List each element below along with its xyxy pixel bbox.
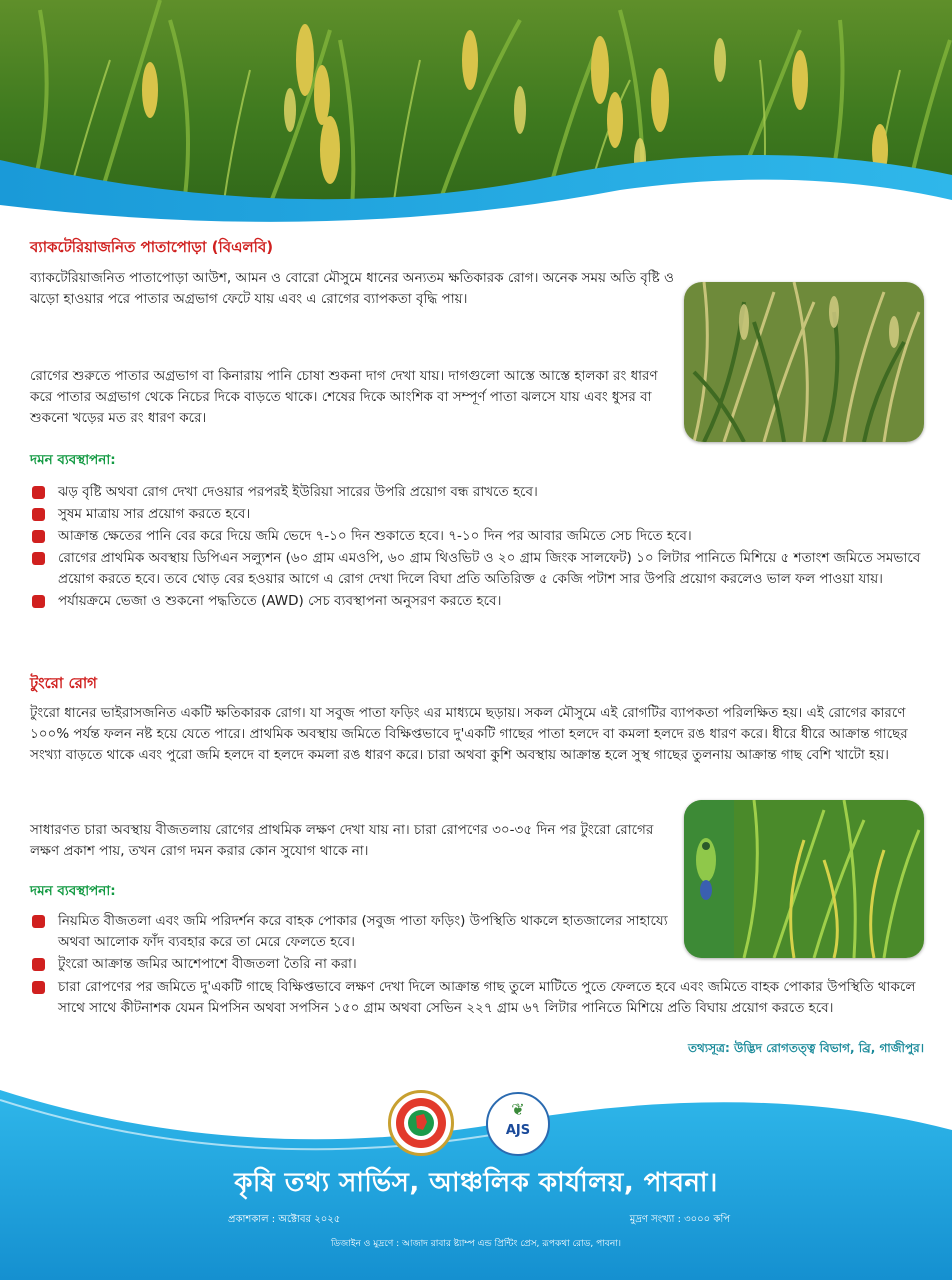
tungro-symptom-paragraph: সাধারণত চারা অবস্থায় বীজতলায় রোগের প্রাথমিক লক্ষণ দেখা যায় না। চারা রোপণের ৩০-৩৫ দিন পর টুংরো রোগের লক্ষণ প্রকাশ পায়, তখন রোগ দমন করার কোন সুযোগ থাকে না। [30,822,654,859]
bullet-icon [32,981,45,994]
blb-section-title: ব্যাকটেরিয়াজনিত পাতাপোড়া (বিএলবি) [30,238,274,256]
bullet-icon [32,958,45,971]
bullet-icon [32,595,45,608]
source-citation: তথ্যসূত্র: উদ্ভিদ রোগতত্ত্ব বিভাগ, ব্রি, গাজীপুর। [688,1041,924,1055]
list-item: আক্রান্ত ক্ষেতের পানি বের করে দিয়ে জমি ভেদে ৭-১০ দিন শুকাতে হবে। ৭-১০ দিন পর আবার জমিতে সেচ দিতে হবে। [30,526,925,547]
grain-icon: ❦ [511,1100,525,1119]
rice-field-illustration [0,0,952,230]
office-name: কৃষি তথ্য সার্ভিস, আঞ্চলিক কার্যালয়, পাবনা। [234,1168,718,1198]
blb-disease-photo [684,282,924,442]
header-banner [0,0,952,230]
tungro-control-title: দমন ব্যবস্থাপনা: [30,883,116,899]
tungro-control-list-continued [30,977,925,1020]
blb-symptom-paragraph: রোগের শুরুতে পাতার অগ্রভাগ বা কিনারায় পানি চোষা শুকনা দাগ দেখা যায়। দাগগুলো আস্তে আস্তে হালকা রং ধারণ করে পাতার অগ্রভাগ থেকে নিচের দিকে বাড়তে থাকে। শেষের দিকে আংশিক বা সম্পূর্ণ পাতা ঝলসে যায় এবং ধুসর বা শুকনো খড়ের মত রং ধারণ করে। [30,368,658,426]
tungro-rice-image [684,800,924,958]
govt-seal-icon [394,1096,448,1150]
bullet-icon [32,915,45,928]
published-date: প্রকাশকাল : অক্টোবর ২০২৫ [228,1214,341,1225]
bullet-icon [32,508,45,521]
tungro-control-list [30,911,680,976]
list-item: ঝড় বৃষ্টি অথবা রোগ দেখা দেওয়ার পরপরই ইউরিয়া সারের উপরি প্রয়োগ বন্ধ রাখতে হবে। [30,482,925,503]
blb-rice-image [684,282,924,442]
blb-control-list [30,482,925,613]
govt-seal-logo [388,1090,454,1156]
list-item: টুংরো আক্রান্ত জমির আশেপাশে বীজতলা তৈরি না করা। [30,954,680,975]
ajs-logo-text: AJS [505,1122,531,1138]
blb-control-title: দমন ব্যবস্থাপনা: [30,452,116,468]
list-item: পর্যায়ক্রমে ভেজা ও শুকনো পদ্ধতিতে (AWD) সেচ ব্যবস্থাপনা অনুসরণ করতে হবে। [30,591,925,612]
tungro-disease-photo [684,800,924,958]
list-item: নিয়মিত বীজতলা এবং জমি পরিদর্শন করে বাহক পোকার (সবুজ পাতা ফড়িং) উপস্থিতি থাকলে হাতজালের সাহায্যে অথবা আলোক ফাঁদ ব্যবহার করে তা মেরে ফেলতে হবে। [30,911,680,953]
design-credit: ডিজাইন ও মুদ্রণে : আজাদ রাবার ষ্ট্যাম্প এন্ড প্রিন্টিং প্রেস, রূপকথা রোড, পাবনা। [330,1239,622,1249]
list-item: চারা রোপণের পর জমিতে দু'একটি গাছে বিক্ষিপ্তভাবে লক্ষণ দেখা দিলে আক্রান্ত গাছ তুলে মাটিতে পুতে ফেলতে হবে এবং জমিতে বাহক পোকার উপস্থিতি থাকলে সাথে সাথে কীটনাশক যেমন মিপসিন অথবা সপসিন ১৫০ গ্রাম অথবা সেভিন ২২৭ গ্রাম ৬৭ লিটার পানিতে মিশিয়ে প্রতি বিঘায় প্রয়োগ করতে হবে। [30,977,925,1019]
list-item: রোগের প্রাথমিক অবস্থায় ডিপিএন সল্যুশন (৬০ গ্রাম এমওপি, ৬০ গ্রাম থিওভিট ও ২০ গ্রাম জিংক সালফেট) ১০ লিটার পানিতে মিশিয়ে ৫ শতাংশ জমিতে সমভাবে প্রয়োগ করতে হবে। তবে থোড় বের হওয়ার আগে এ রোগ দেখা দিলে বিঘা প্রতি অতিরিক্ত ৫ কেজি পটাশ সার উপরি প্রয়োগ করলেও ভাল ফল পাওয়া যায়। [30,548,925,590]
bullet-icon [32,552,45,565]
ajs-logo [486,1092,550,1156]
tungro-section-title: টুংরো রোগ [30,674,97,692]
bullet-icon [32,530,45,543]
list-item: সুষম মাত্রায় সার প্রয়োগ করতে হবে। [30,504,925,525]
blb-intro-paragraph: ব্যাকটেরিয়াজনিত পাতাপোড়া আউশ, আমন ও বোরো মৌসুমে ধানের অন্যতম ক্ষতিকারক রোগ। অনেক সময় অতি বৃষ্টি ও ঝড়ো হাওয়ার পরে পাতার অগ্রভাগ ফেটে যায় এবং এ রোগের ব্যাপকতা বৃদ্ধি পায়। [30,270,674,307]
print-count: মুদ্রণ সংখ্যা : ৩০০০ কপি [629,1214,730,1225]
tungro-intro-paragraph: টুংরো ধানের ভাইরাসজনিত একটি ক্ষতিকারক রোগ। যা সবুজ পাতা ফড়িং এর মাধ্যমে ছড়ায়। সকল মৌসুমে এই রোগটির ব্যাপকতা পরিলক্ষিত হয়। এই রোগের কারণে ১০০% পর্যন্ত ফলন নষ্ট হয়ে যেতে পারে। প্রাথমিক অবস্থায় জমিতে বিক্ষিপ্তভাবে দু'একটি গাছের পাতা হলদে বা কমলা হলদে রঙ ধারণ করে। ধীরে ধীরে আক্রান্ত গাছের সংখ্যা বাড়তে থাকে এবং পুরো জমি হলদে বা হলদে কমলা রঙ ধারণ করে। চারা অথবা কুশি অবস্থায় আক্রান্ত হলে সুস্থ গাছের তুলনায় আক্রান্ত গাছ বেশি খাটো হয়। [30,705,908,763]
bullet-icon [32,486,45,499]
